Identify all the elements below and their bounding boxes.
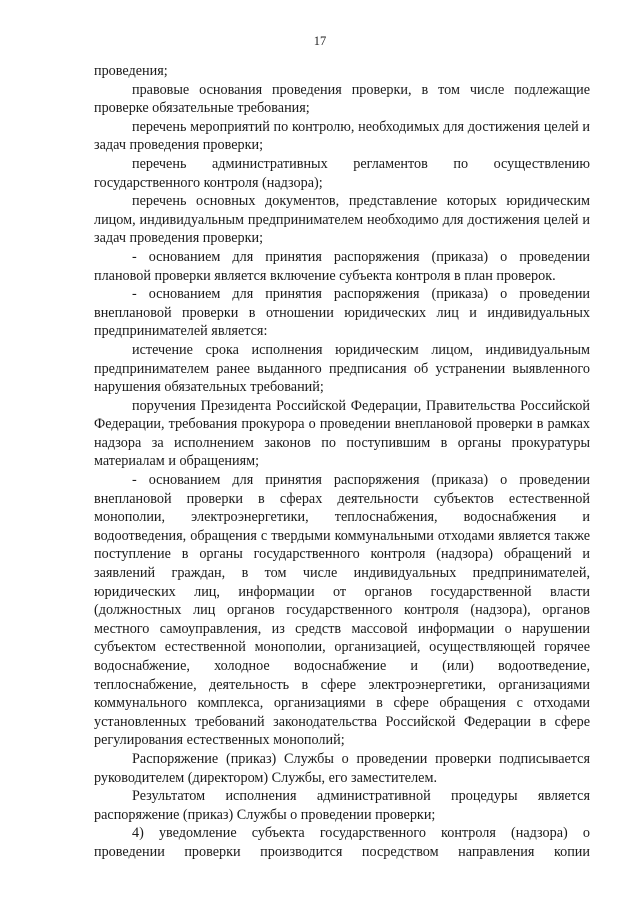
paragraph: правовые основания проведения проверки, в том числе подлежащие проверке обязательные требования; (94, 81, 590, 117)
paragraph: Результатом исполнения административной процедуры является распоряжение (приказ) Службы о проведении проверки; (94, 788, 590, 823)
paragraph: поручения Президента Российской Федерации, Правительства Российской Федерации, требования прокурора о проведении внеплановой проверки в рамках надзора за исполнением законов по поступившим в органы прокуратуры материалам и обращениям; (94, 397, 590, 470)
paragraph: - основанием для принятия распоряжения (приказа) о проведении внеплановой проверки в сферах деятельности субъектов естественной монополии, электроэнергетики, теплоснабжения, водоснабжения и водоотведения, обращения с твердыми коммунальными отходами является также поступление в органы государственного контроля (надзора) обращений и заявлений граждан, в том числе индивидуальных предпринимателей, юридических лиц, информации от органов государственной власти (должностных лиц органов государственного контроля (надзора), органов местного самоуправления, из средств массовой информации о нарушении субъектом естественной монополии, организацией, осуществляющей горячее водоснабжение, холодное водоснабжение и (или) водоотведение, теплоснабжение, деятельность в сфере электроэнергетики, организациями коммунального комплекса, организациями в сфере обращения с отходами установленных требований законодательства Российской Федерации в сфере регулирования естественных монополий; (94, 472, 590, 749)
paragraph: Распоряжение (приказ) Службы о проведении проверки подписывается руководителем (директором) Службы, его заместителем. (94, 750, 590, 786)
document-body (94, 62, 590, 862)
paragraph: перечень мероприятий по контролю, необходимых для достижения целей и задач проведения проверки; (94, 118, 590, 154)
paragraph: перечень основных документов, представление которых юридическим лицом, индивидуальным предпринимателем необходимо для достижения целей и задач проведения проверки; (94, 193, 590, 247)
paragraph: проведения; (94, 63, 168, 79)
page-number: 17 (313, 34, 327, 48)
paragraph: - основанием для принятия распоряжения (приказа) о проведении внеплановой проверки в отношении юридических лиц и индивидуальных предпринимателей является: (94, 286, 590, 340)
paragraph: 4) уведомление субъекта государственного контроля (надзора) о проведении проверки производится посредством направления копии (94, 825, 590, 860)
paragraph: истечение срока исполнения юридическим лицом, индивидуальным предпринимателем ранее выданного предписания об устранении выявленного нарушения обязательных требований; (94, 341, 590, 396)
paragraph: - основанием для принятия распоряжения (приказа) о проведении плановой проверки является включение субъекта контроля в план проверок. (94, 248, 590, 284)
paragraph: перечень административных регламентов по осуществлению государственного контроля (надзора); (94, 155, 590, 191)
